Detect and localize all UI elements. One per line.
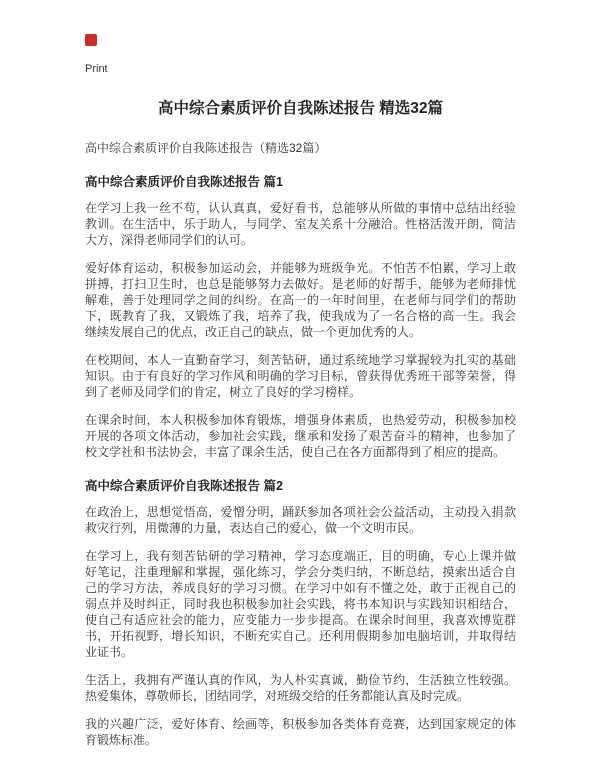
print-link[interactable]: Print xyxy=(85,63,108,75)
paragraph: 在校期间，本人一直勤奋学习，刻苦钻研，通过系统地学习掌握较为扎实的基础知识。由于有良好的学习作风和明确的学习目标，曾获得优秀班干部等荣誉，得到了老师及同学们的肯定，树立了良好的学习榜样。 xyxy=(85,352,516,399)
paragraph: 在政治上，思想觉悟高，爱憎分明，踊跃参加各项社会公益活动，主动投入捐款救灾行列，用微薄的力量，表达自己的爱心，做一个文明市民。 xyxy=(85,505,516,536)
paragraph: 生活上，我拥有严谨认真的作风，为人朴实真诚，勤俭节约，生活独立性较强。热爱集体，尊敬师长，团结同学，对班级交给的任务都能认真及时完成。 xyxy=(85,673,516,704)
logo-icon xyxy=(85,34,97,46)
section-heading-2: 高中综合素质评价自我陈述报告 篇2 xyxy=(85,479,283,494)
paragraph: 在学习上我一丝不苟，认认真真，爱好看书，总能够从所做的事情中总结出经验教训。在生活中，乐于助人，与同学、室友关系十分融洽。性格活泼开朗，简洁大方，深得老师同学们的认可。 xyxy=(85,201,516,248)
page-title: 高中综合素质评价自我陈述报告 精选32篇 xyxy=(157,100,444,117)
paragraph: 在学习上，我有刻苦钻研的学习精神，学习态度端正，目的明确，专心上课并做好笔记，注重理解和掌握，强化练习，学会分类归纳，不断总结，摸索出适合自己的学习方法，养成良好的学习习惯。在学习中如有不懂之处，敢于正视自己的弱点并及时纠正，同时我也积极参加社会实践，将书本知识与实践知识相结合，使自己有适应社会的能力，应变能力一步步提高。在课余时间里，我喜欢博览群书，开拓视野，增长知识，不断充实自己。还利用假期参加电脑培训，并取得结业证书。 xyxy=(85,549,516,660)
paragraph: 爱好体育运动，积极参加运动会，并能够为班级争光。不怕苦不怕累，学习上敢拼搏，打扫卫生时，也总是能够努力去做好。是老师的好帮手，能够为老师排忧解难，善于处理同学之间的纠纷。在高一的一年时间里，在老师与同学们的帮助下，既教育了我，又锻炼了我，培养了我，使我成为了一名合格的高一生。我会继续发展自己的优点，改正自己的缺点，做一个更加优秀的人。 xyxy=(85,261,516,339)
paragraph: 在课余时间，本人积极参加体育锻炼，增强身体素质，也热爱劳动，积极参加校开展的各项文体活动，参加社会实践，继承和发扬了艰苦奋斗的精神，也参加了校文学社和书法协会，丰富了课余生活，使自己在各方面都得到了相应的提高。 xyxy=(85,412,516,459)
section-heading-1: 高中综合素质评价自我陈述报告 篇1 xyxy=(85,175,283,190)
paragraph: 我的兴趣广泛，爱好体育、绘画等，积极参加各类体育竞赛，达到国家规定的体育锻炼标准。 xyxy=(85,716,516,747)
subtitle: 高中综合素质评价自我陈述报告（精选32篇） xyxy=(85,141,327,156)
